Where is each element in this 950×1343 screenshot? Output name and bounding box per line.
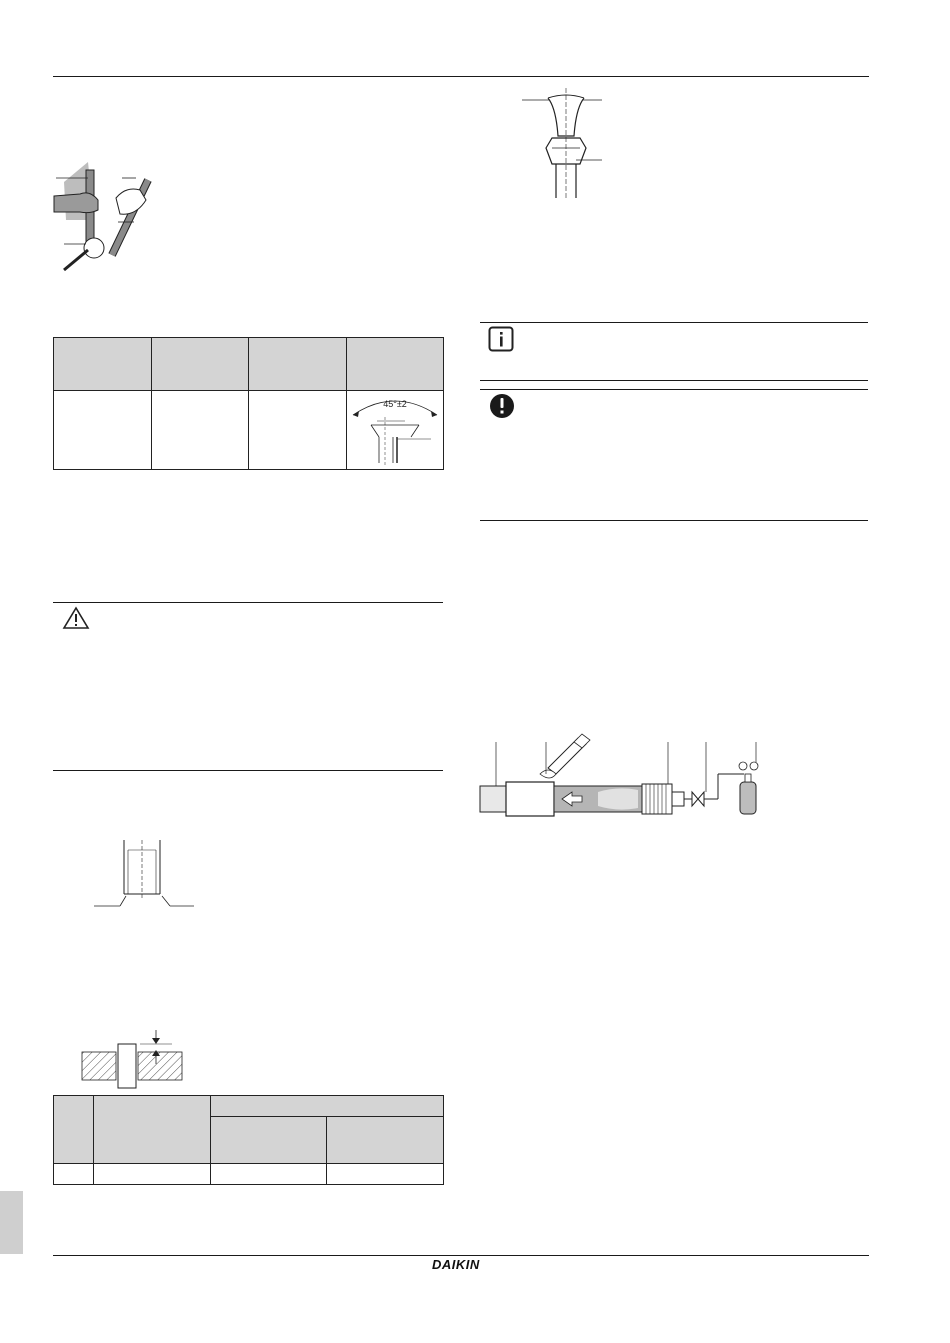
table-cell xyxy=(151,391,249,470)
protrusion-table xyxy=(53,1095,444,1185)
table-header-cell xyxy=(249,338,347,391)
table-header-cell xyxy=(151,338,249,391)
notice-bottom-rule xyxy=(480,520,868,521)
table-cell xyxy=(54,391,152,470)
info-icon xyxy=(488,326,514,352)
table-header-cell xyxy=(54,338,152,391)
table-cell xyxy=(93,1164,210,1185)
table-cell xyxy=(327,1164,444,1185)
header-rule xyxy=(53,76,869,77)
torque-wrench-illustration xyxy=(50,160,160,280)
flare-dimension-table xyxy=(53,337,444,470)
table-cell xyxy=(210,1164,327,1185)
flare-angle-diagram xyxy=(349,393,441,465)
table-header-cell xyxy=(210,1117,327,1164)
table-header-cell xyxy=(210,1096,443,1117)
info-bottom-rule xyxy=(480,380,868,381)
warning-triangle-icon xyxy=(62,606,90,630)
exclamation-icon xyxy=(489,393,515,419)
side-tab xyxy=(0,1191,23,1254)
warning-top-rule xyxy=(53,602,443,603)
footer-rule xyxy=(53,1255,869,1256)
flare-nut-illustration xyxy=(516,88,608,200)
table-cell-flare-diagram xyxy=(346,391,444,470)
pipe-cut-illustration xyxy=(90,840,200,910)
table-cell xyxy=(54,1164,94,1185)
warning-bottom-rule xyxy=(53,770,443,771)
table-header-cell xyxy=(54,1096,94,1164)
table-header-cell xyxy=(327,1117,444,1164)
pipe-protrusion-illustration xyxy=(80,1030,200,1090)
daikin-logo: DAIKIN xyxy=(432,1257,480,1272)
table-header-cell xyxy=(346,338,444,391)
notice-top-rule xyxy=(480,389,868,390)
table-header-cell xyxy=(93,1096,210,1164)
info-top-rule xyxy=(480,322,868,323)
table-cell xyxy=(249,391,347,470)
flare-angle-label: 45°±2 xyxy=(382,399,407,409)
brazing-nitrogen-illustration xyxy=(478,734,778,822)
